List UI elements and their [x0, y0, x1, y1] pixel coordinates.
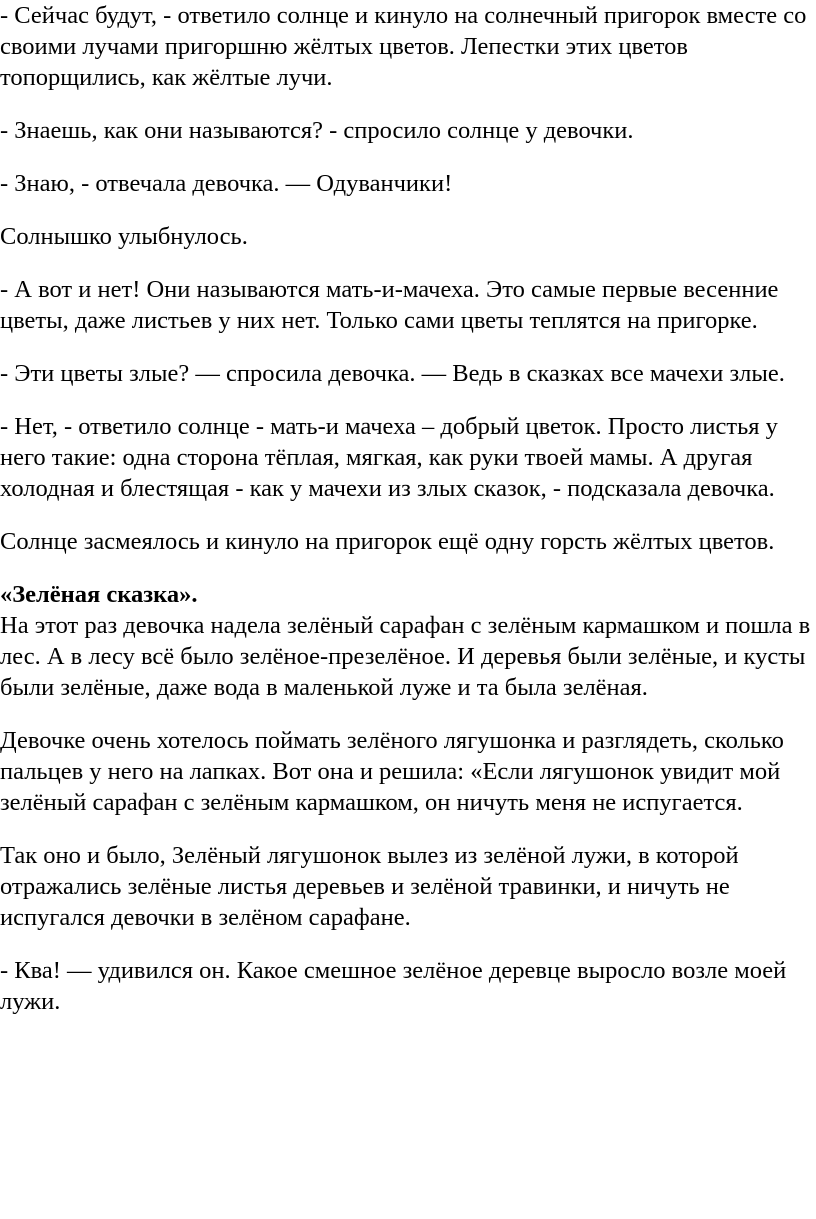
paragraph-sun-laughed: Солнце засмеялось и кинуло на пригорок ещё одну горсть жёлтых цветов. [0, 528, 775, 555]
paragraph-coltsfoot: - А вот и нет! Они называются мать-и-мачеха. Это самые первые весенние цветы, даже листьев у них нет. Только сами цветы теплятся на пригорке. [0, 276, 779, 334]
paragraph-dandelions: - Знаю, - отвечала девочка. — Одуванчики! [0, 170, 453, 197]
paragraph-sun-smiled: Солнышко улыбнулось. [0, 223, 248, 250]
paragraph-question-name: - Знаешь, как они называются? - спросило солнце у девочки. [0, 117, 634, 144]
paragraph-kind-flower: - Нет, - ответило солнце - мать-и мачеха – добрый цветок. Просто листья у него такие: одна сторона тёплая, мягкая, как руки твоей мамы. А другая холодная и блестящая - как у мачехи из злых сказок, - подсказала девочка. [0, 413, 778, 502]
paragraph-sun-flowers: - Сейчас будут, - ответило солнце и кинуло на солнечный пригорок вместе со своими лучами пригоршню жёлтых цветов. Лепестки этих цветов топорщились, как жёлтые лучи. [0, 2, 807, 91]
paragraph-frog-surprised: - Ква! — удивился он. Какое смешное зелёное деревце выросло возле моей лужи. [0, 957, 787, 1015]
paragraph-frog-appeared: Так оно и было, Зелёный лягушонок вылез из зелёной лужи, в которой отражались зелёные листья деревьев и зелёной травинки, и ничуть не испугался девочки в зелёном сарафане. [0, 842, 739, 931]
paragraph-catch-frog: Девочке очень хотелось поймать зелёного лягушонка и разглядеть, сколько пальцев у него на лапках. Вот она и решила: «Если лягушонок увидит мой зелёный сарафан с зелёным кармашком, он ничуть меня не испугается. [0, 727, 784, 816]
section-title: «Зелёная сказка». [0, 581, 198, 608]
section-intro: На этот раз девочка надела зелёный сарафан с зелёным кармашком и пошла в лес. А в лесу всё было зелёное-презелёное. И деревья были зелёные, и кусты были зелёные, даже вода в маленькой луже и та была зелёная. [0, 612, 811, 701]
green-tale-section [0, 579, 816, 703]
paragraph-evil-flowers: - Эти цветы злые? — спросила девочка. — Ведь в сказках все мачехи злые. [0, 360, 785, 387]
